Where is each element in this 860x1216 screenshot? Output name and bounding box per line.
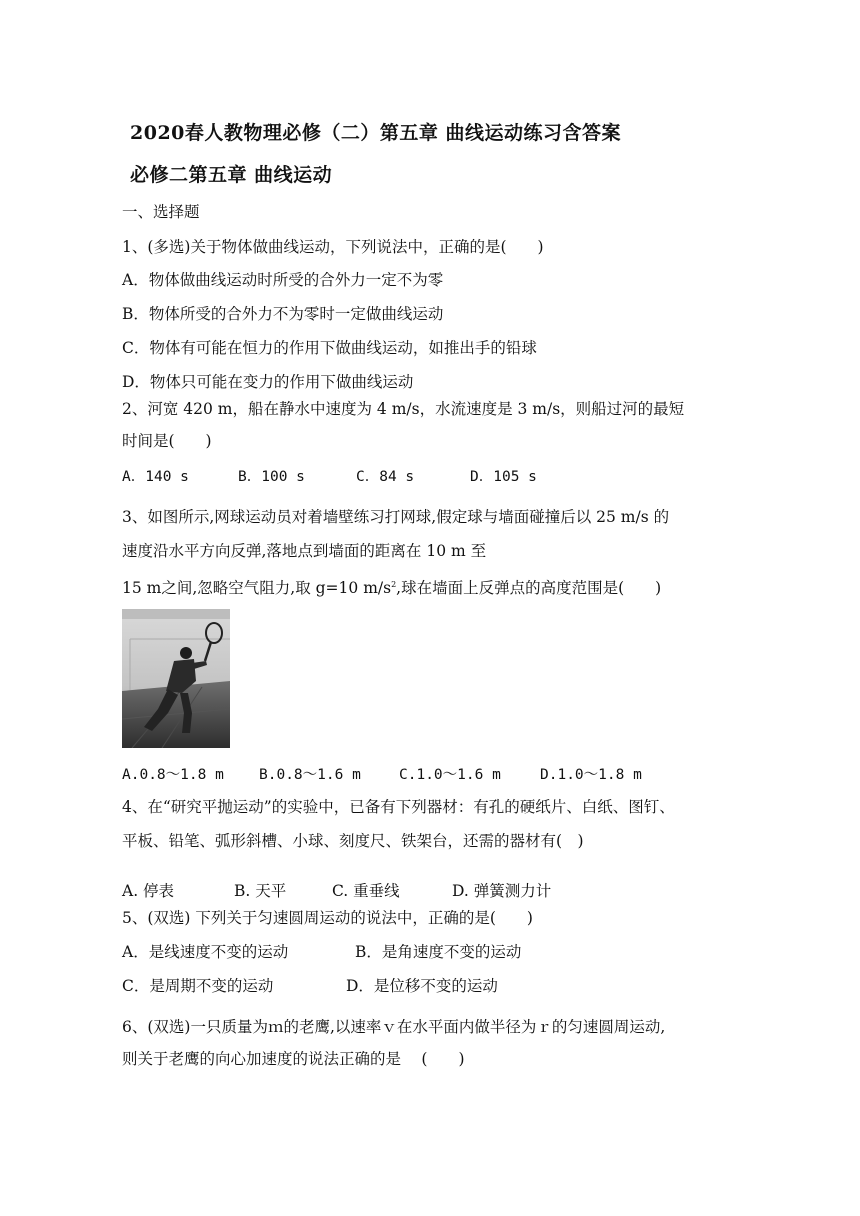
document-subtitle: 必修二第五章 曲线运动 — [130, 164, 333, 186]
question-5-option-b: B．是角速度不变的运动 — [355, 943, 522, 961]
question-5-options-row-1 — [122, 941, 521, 963]
question-3-stem-line-3 — [122, 574, 661, 599]
question-4-stem-line-1: 4、在“研究平抛运动”的实验中，已备有下列器材：有孔的硬纸片、白纸、图钉、 — [122, 798, 675, 816]
question-2-option-a: A．140 s — [122, 469, 189, 485]
question-1-option-b: B．物体所受的合外力不为零时一定做曲线运动 — [122, 305, 444, 323]
question-3-stem-line-3-tail: ,球在墙面上反弹点的高度范围是( ) — [396, 579, 662, 597]
question-2-option-d: D．105 s — [470, 469, 537, 485]
question-4-stem-line-2: 平板、铅笔、弧形斜槽、小球、刻度尺、铁架台，还需的器材有( ) — [122, 832, 584, 850]
question-5-option-d: D．是位移不变的运动 — [346, 977, 498, 995]
tennis-player-photo — [122, 609, 230, 748]
question-5-options-row-2 — [122, 975, 498, 997]
exponent: 2 — [391, 580, 397, 589]
question-6-stem-line-1: 6、(双选)一只质量为ｍ的老鹰,以速率ｖ在水平面内做半径为ｒ的匀速圆周运动, — [122, 1018, 666, 1036]
question-2-options — [122, 466, 537, 488]
question-3-option-d: D.1.0～1.8 m — [540, 767, 642, 783]
question-4-option-a: A. 停表 — [122, 882, 175, 900]
question-3-stem-line-1: 3、如图所示,网球运动员对着墙壁练习打网球,假定球与墙面碰撞后以 25 m/s 的 — [122, 508, 670, 526]
question-2-stem-line-2: 时间是( ) — [122, 432, 212, 450]
question-2-option-b: B．100 s — [238, 469, 305, 485]
question-3-option-b: B.0.8～1.6 m — [259, 767, 361, 783]
question-3-options — [122, 764, 642, 786]
question-3-stem-line-3-text: 15 m之间,忽略空气阻力,取 g=10 m/s — [122, 579, 392, 597]
question-1-option-c: C．物体有可能在恒力的作用下做曲线运动，如推出手的铅球 — [122, 339, 537, 357]
question-4-options — [122, 880, 551, 902]
document-title: 2020春人教物理必修（二）第五章 曲线运动练习含答案 — [130, 122, 621, 144]
question-5-option-c: C．是周期不变的运动 — [122, 977, 274, 995]
question-1-stem: 1、(多选)关于物体做曲线运动，下列说法中，正确的是( ) — [122, 238, 544, 256]
question-4-option-b: B. 天平 — [234, 882, 287, 900]
question-6-stem-line-2: 则关于老鹰的向心加速度的说法正确的是 ( ) — [122, 1050, 465, 1068]
question-3-option-c: C.1.0～1.6 m — [399, 767, 501, 783]
question-1-option-d: D．物体只可能在变力的作用下做曲线运动 — [122, 373, 414, 391]
question-1-option-a: A．物体做曲线运动时所受的合外力一定不为零 — [122, 271, 444, 289]
question-2-option-c: C．84 s — [356, 469, 415, 485]
question-5-stem: 5、(双选) 下列关于匀速圆周运动的说法中，正确的是( ) — [122, 909, 533, 927]
question-3-option-a: A.0.8～1.8 m — [122, 767, 224, 783]
question-3-stem-line-2: 速度沿水平方向反弹,落地点到墙面的距离在 10 m 至 — [122, 542, 487, 560]
question-4-option-d: D. 弹簧测力计 — [452, 882, 552, 900]
question-2-stem-line-1: 2、河宽 420 m，船在静水中速度为 4 m/s，水流速度是 3 m/s，则船过河的最短 — [122, 400, 685, 418]
question-4-option-c: C. 重垂线 — [332, 882, 400, 900]
section-heading: 一、选择题 — [122, 203, 200, 221]
question-5-option-a: A．是线速度不变的运动 — [122, 943, 289, 961]
